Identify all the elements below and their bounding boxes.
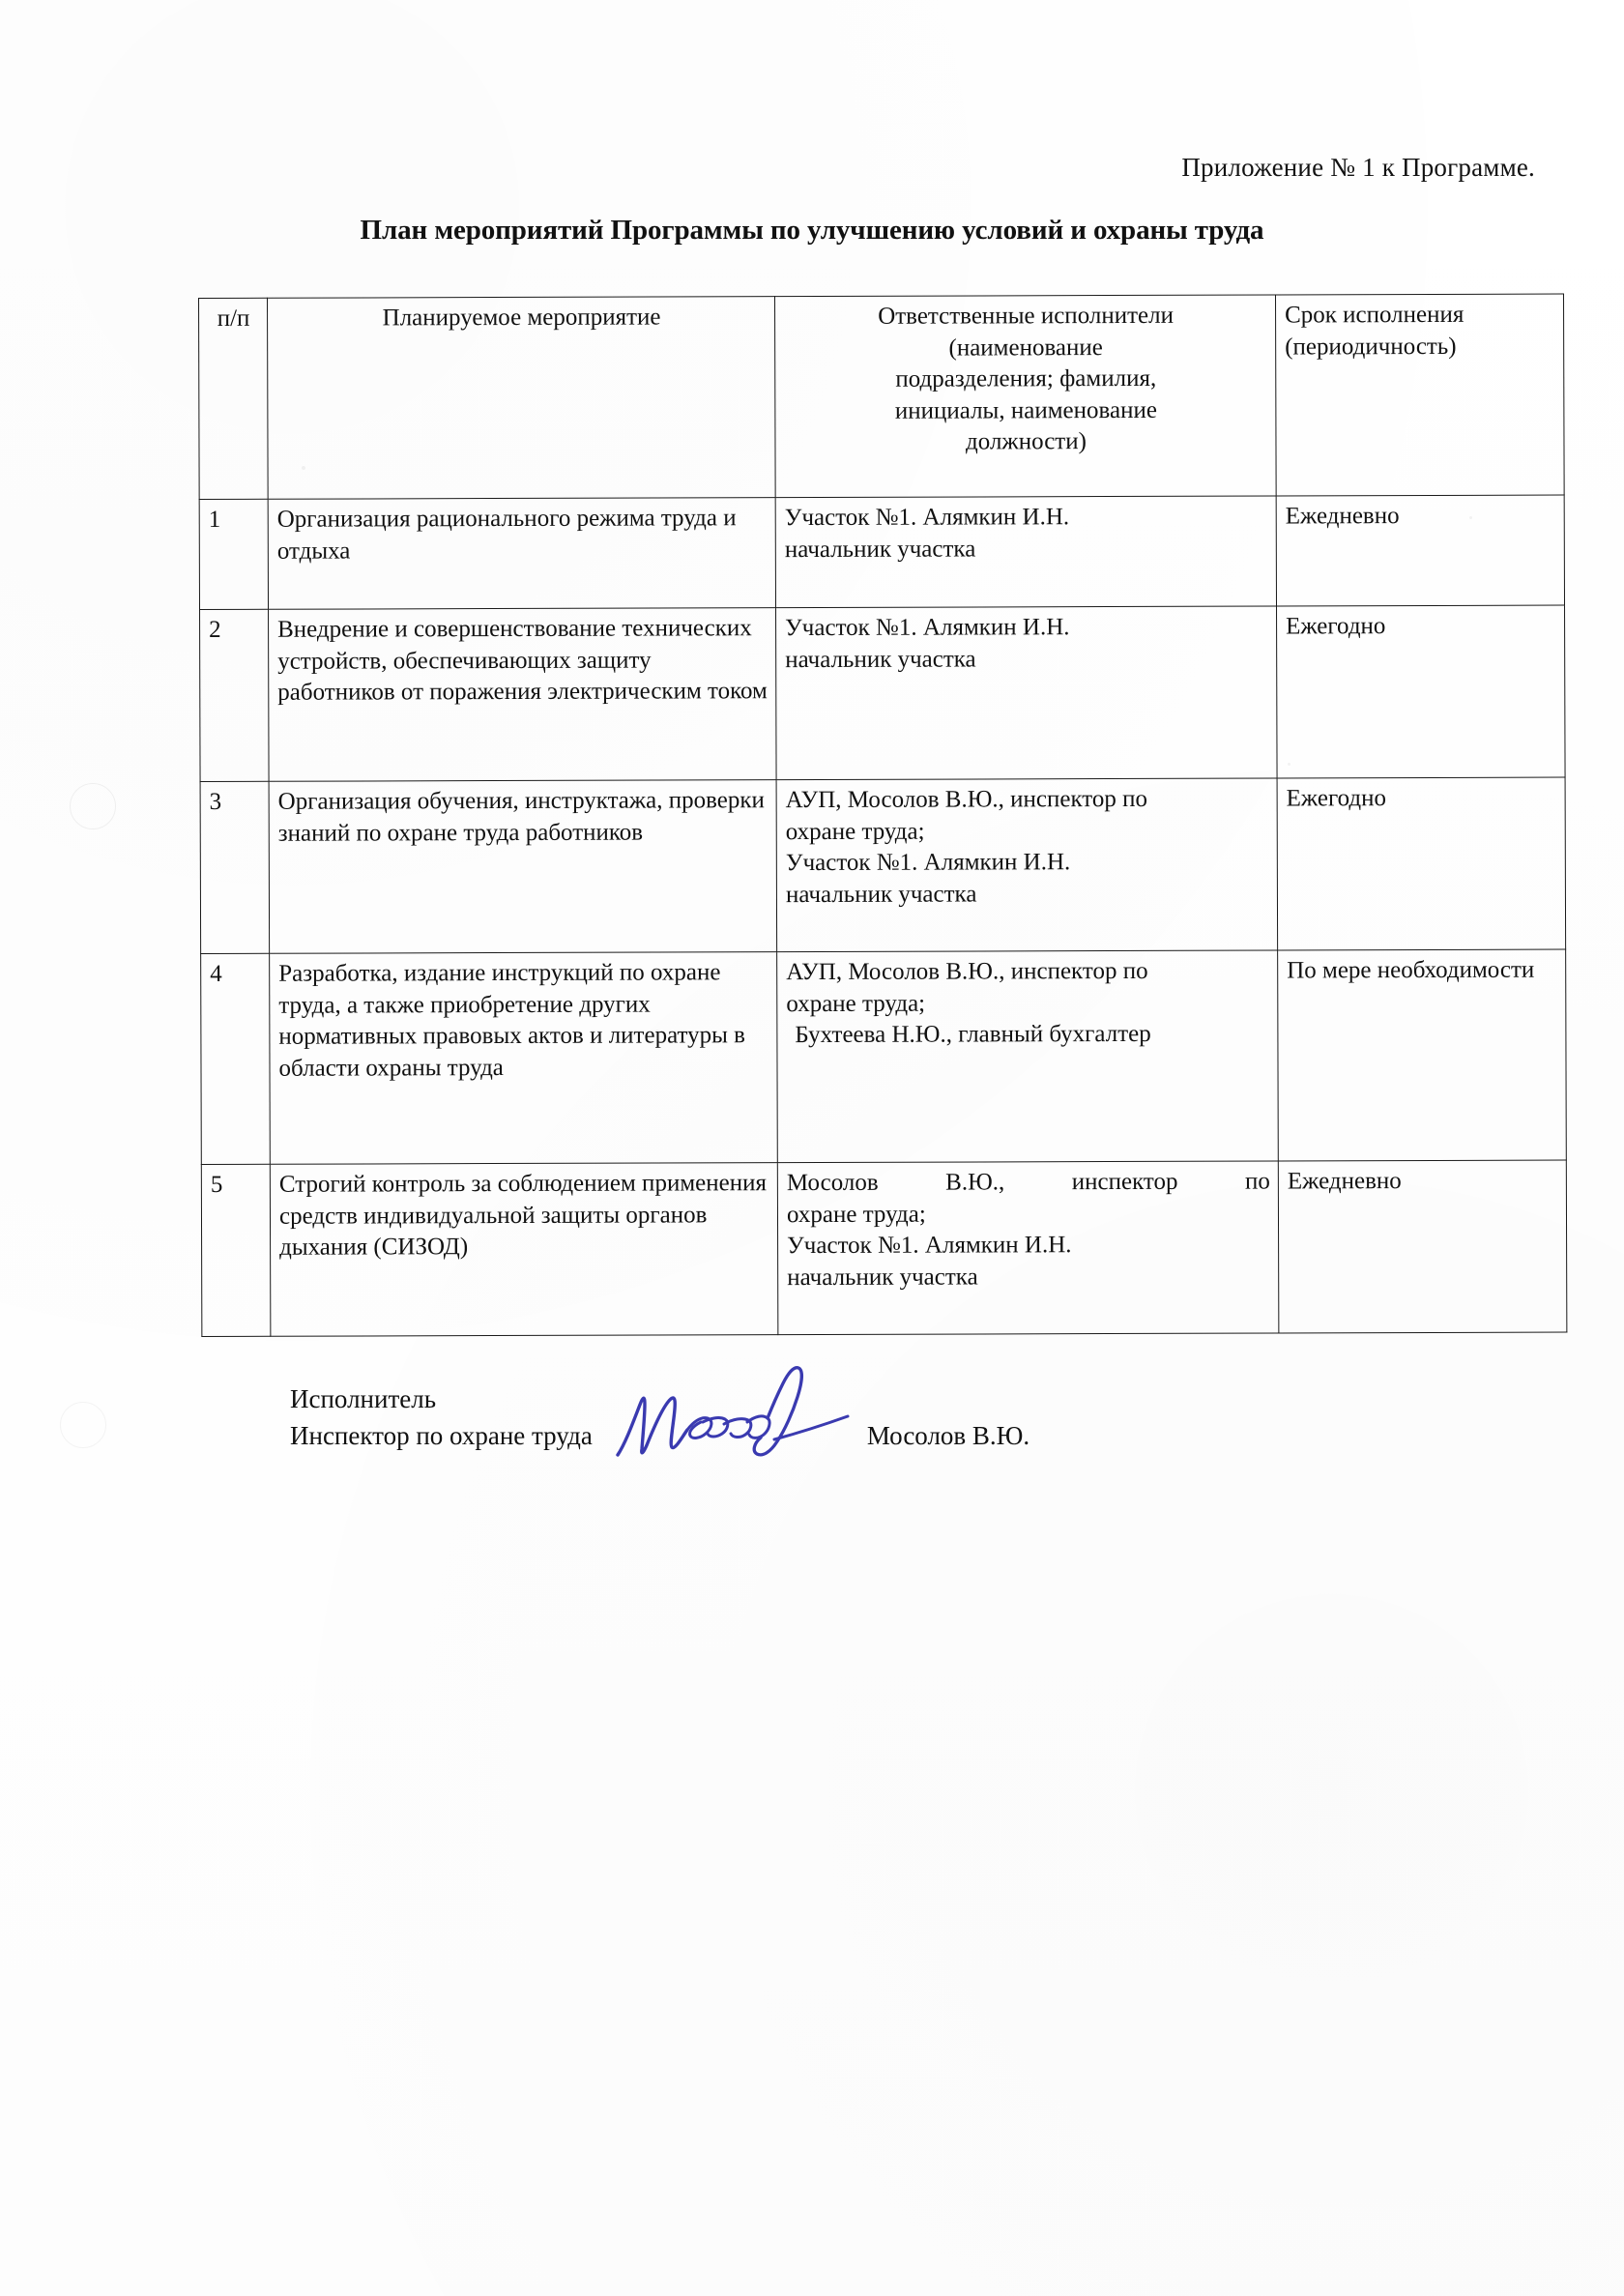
- row-activity: Организация обучения, инструктажа, проверки знаний по охране труда работников: [269, 780, 777, 954]
- responsible-line: охране труда;: [785, 818, 925, 845]
- row-activity: Организация рационального режима труда и отдыха: [268, 498, 775, 610]
- handwritten-signature: [618, 1422, 859, 1455]
- table-row: [200, 777, 1566, 953]
- responsible-line: начальник участка: [785, 645, 976, 673]
- row-responsible: [777, 1161, 1279, 1335]
- responsible-line: Участок №1. Алямкин И.Н.: [787, 1232, 1072, 1260]
- signature-name: Мосолов В.Ю.: [866, 1421, 1030, 1451]
- row-number: 1: [199, 499, 268, 609]
- row-number: 3: [200, 781, 270, 953]
- signature-block: [290, 1381, 1030, 1455]
- column-header-number: п/п: [199, 298, 269, 499]
- column-header-responsible-line-1: Ответственные исполнители: [878, 302, 1174, 330]
- row-responsible: [776, 606, 1278, 780]
- row-responsible: [775, 496, 1276, 608]
- row-activity: Внедрение и совершенствование технических устройств, обеспечивающих защиту работников от поражения электрическим током: [269, 608, 777, 782]
- table-row: [201, 1160, 1567, 1336]
- responsible-line: Участок №1. Алямкин И.Н.: [784, 504, 1070, 532]
- responsible-line: начальник участка: [784, 535, 976, 563]
- responsible-line: начальник участка: [785, 880, 977, 908]
- row-term: Ежедневно: [1276, 495, 1564, 606]
- hole-punch-mark-top: [70, 783, 116, 829]
- table-header-row: [199, 294, 1565, 499]
- column-header-term-line-2: (периодичность): [1285, 333, 1457, 360]
- table-row: [201, 949, 1567, 1164]
- table-row: [200, 605, 1566, 781]
- column-header-responsible-line-5: должности): [965, 428, 1087, 455]
- responsible-line: охране труда;: [786, 990, 926, 1017]
- column-header-term-line-1: Срок исполнения: [1285, 301, 1464, 329]
- responsible-line: Бухтеева Н.Ю., главный бухгалтер: [795, 1020, 1151, 1049]
- row-activity: Строгий контроль за соблюдением применения средств индивидуальной защиты органов дыхания (СИЗОД): [270, 1163, 778, 1337]
- row-responsible: [776, 778, 1278, 952]
- row-term: По мере необходимости: [1278, 949, 1567, 1161]
- responsible-line: начальник участка: [787, 1263, 978, 1291]
- row-term: Ежегодно: [1277, 777, 1566, 950]
- signature-role-label: Инспектор по охране труда: [290, 1421, 593, 1451]
- appendix-note: Приложение № 1 к Программе.: [1181, 153, 1535, 182]
- column-header-activity: Планируемое мероприятие: [268, 297, 776, 500]
- responsible-line: АУП, Мосолов В.Ю., инспектор по: [785, 785, 1148, 814]
- page-title: План мероприятий Программы по улучшению условий и охраны труда: [360, 215, 1264, 246]
- responsible-line: охране труда;: [786, 1201, 926, 1228]
- plan-table: [198, 294, 1567, 1337]
- plan-table-container: [198, 298, 1535, 1337]
- table-header: [199, 294, 1565, 499]
- responsible-line: АУП, Мосолов В.Ю., инспектор по: [786, 957, 1148, 986]
- row-responsible: [777, 950, 1279, 1163]
- responsible-line: Участок №1. Алямкин И.Н.: [785, 849, 1071, 877]
- responsible-line: Участок №1. Алямкин И.Н.: [785, 614, 1070, 642]
- hole-punch-mark-bottom: [60, 1402, 106, 1448]
- row-number: 2: [200, 609, 270, 781]
- column-header-responsible-line-4: инициалы, наименование: [894, 396, 1157, 424]
- table-row: [199, 495, 1564, 609]
- row-number: 4: [201, 953, 271, 1164]
- column-header-responsible: [774, 295, 1276, 498]
- signature-performer-label: Исполнитель: [290, 1384, 437, 1413]
- table-body: [199, 495, 1567, 1336]
- responsible-line: Мосолов В.Ю., инспектор по: [786, 1168, 1270, 1197]
- row-term: Ежедневно: [1278, 1160, 1567, 1333]
- signature-role-row: [290, 1417, 1030, 1454]
- column-header-responsible-line-2: (наименование: [948, 334, 1103, 362]
- row-number: 5: [201, 1164, 271, 1336]
- row-activity: Разработка, издание инструкций по охране труда, а также приобретение других нормативных правовых актов и литературы в области охраны труда: [270, 952, 778, 1165]
- column-header-term: [1275, 294, 1564, 496]
- row-term: Ежегодно: [1277, 605, 1566, 778]
- column-header-responsible-line-3: подразделения; фамилия,: [895, 364, 1157, 392]
